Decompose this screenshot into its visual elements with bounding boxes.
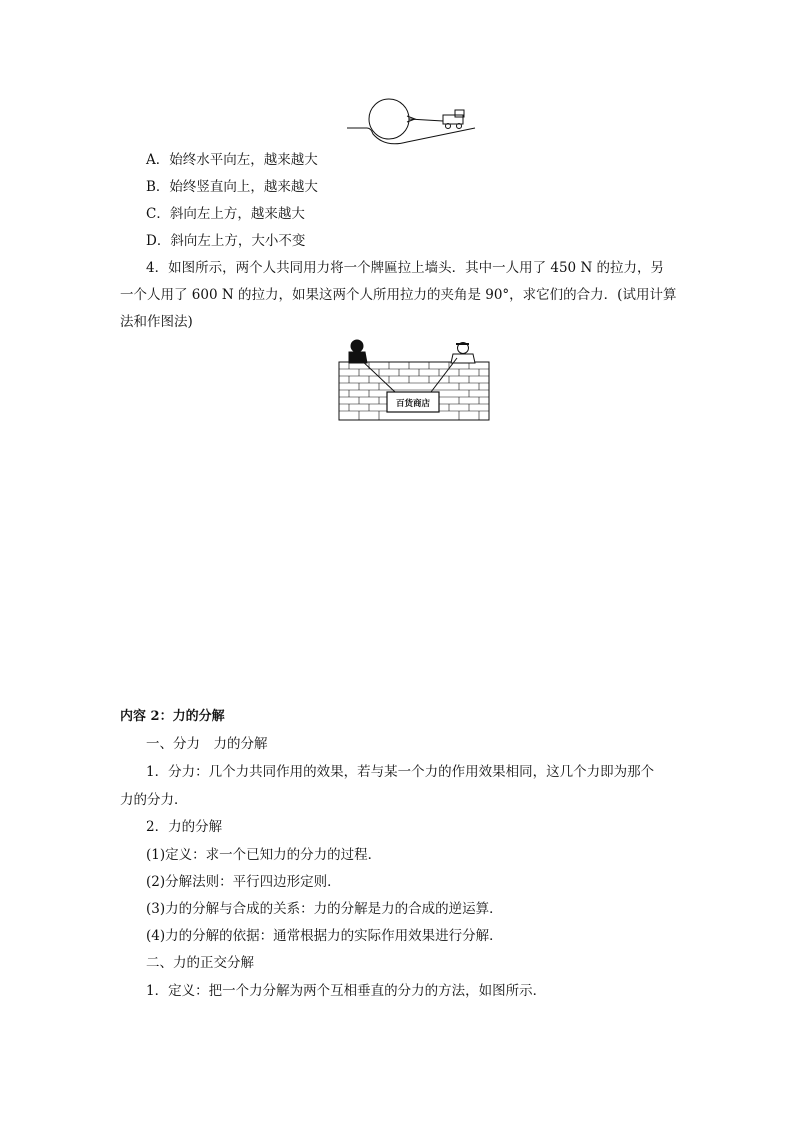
question-4-line-2: 一个人用了 600 N 的拉力，如果这两个人所用拉力的夹角是 90°，求它们的合力．(试用计算 xyxy=(120,287,677,303)
paragraph-1-line-1: 1．分力：几个力共同作用的效果，若与某一个力的作用效果相同，这几个力即为那个 xyxy=(146,764,655,780)
option-d: D．斜向左上方，大小不变 xyxy=(146,233,306,249)
part-2-title: 二、力的正交分解 xyxy=(146,955,254,971)
ball xyxy=(369,99,409,139)
item-1: (1)定义：求一个已知力的分力的过程． xyxy=(146,847,382,863)
left-person xyxy=(349,340,367,363)
item-4: (4)力的分解的依据：通常根据力的实际作用效果进行分解． xyxy=(146,928,503,944)
definition-line: 1．定义：把一个力分解为两个互相垂直的分力的方法，如图所示． xyxy=(146,983,547,999)
option-c: C．斜向左上方，越来越大 xyxy=(146,206,305,222)
section-heading: 内容 2：力的分解 xyxy=(120,709,225,724)
option-a: A．始终水平向左，越来越大 xyxy=(146,152,318,168)
ball-car-figure xyxy=(345,98,485,148)
right-person xyxy=(451,343,475,364)
item-3: (3)力的分解与合成的关系：力的分解是力的合成的逆运算． xyxy=(146,901,503,917)
right-rope xyxy=(431,358,457,392)
option-b: B．始终竖直向上，越来越大 xyxy=(146,179,318,195)
question-4-line-1: 4．如图所示，两个人共同用力将一个牌匾拉上墙头．其中一人用了 450 N 的拉力，另 xyxy=(146,260,665,276)
car-body xyxy=(443,115,463,124)
wall-plaque-figure xyxy=(335,338,495,422)
paragraph-2-title: 2．力的分解 xyxy=(146,819,223,835)
part-1-title: 一、分力 力的分解 xyxy=(146,736,268,752)
paragraph-1-line-2: 力的分力． xyxy=(120,792,188,808)
plaque-text: 百货商店 xyxy=(395,399,431,409)
left-rope xyxy=(359,358,395,392)
ground-curve xyxy=(347,128,475,144)
question-4-line-3: 法和作图法) xyxy=(120,314,193,330)
item-2: (2)分解法则：平行四边形定则． xyxy=(146,874,341,890)
